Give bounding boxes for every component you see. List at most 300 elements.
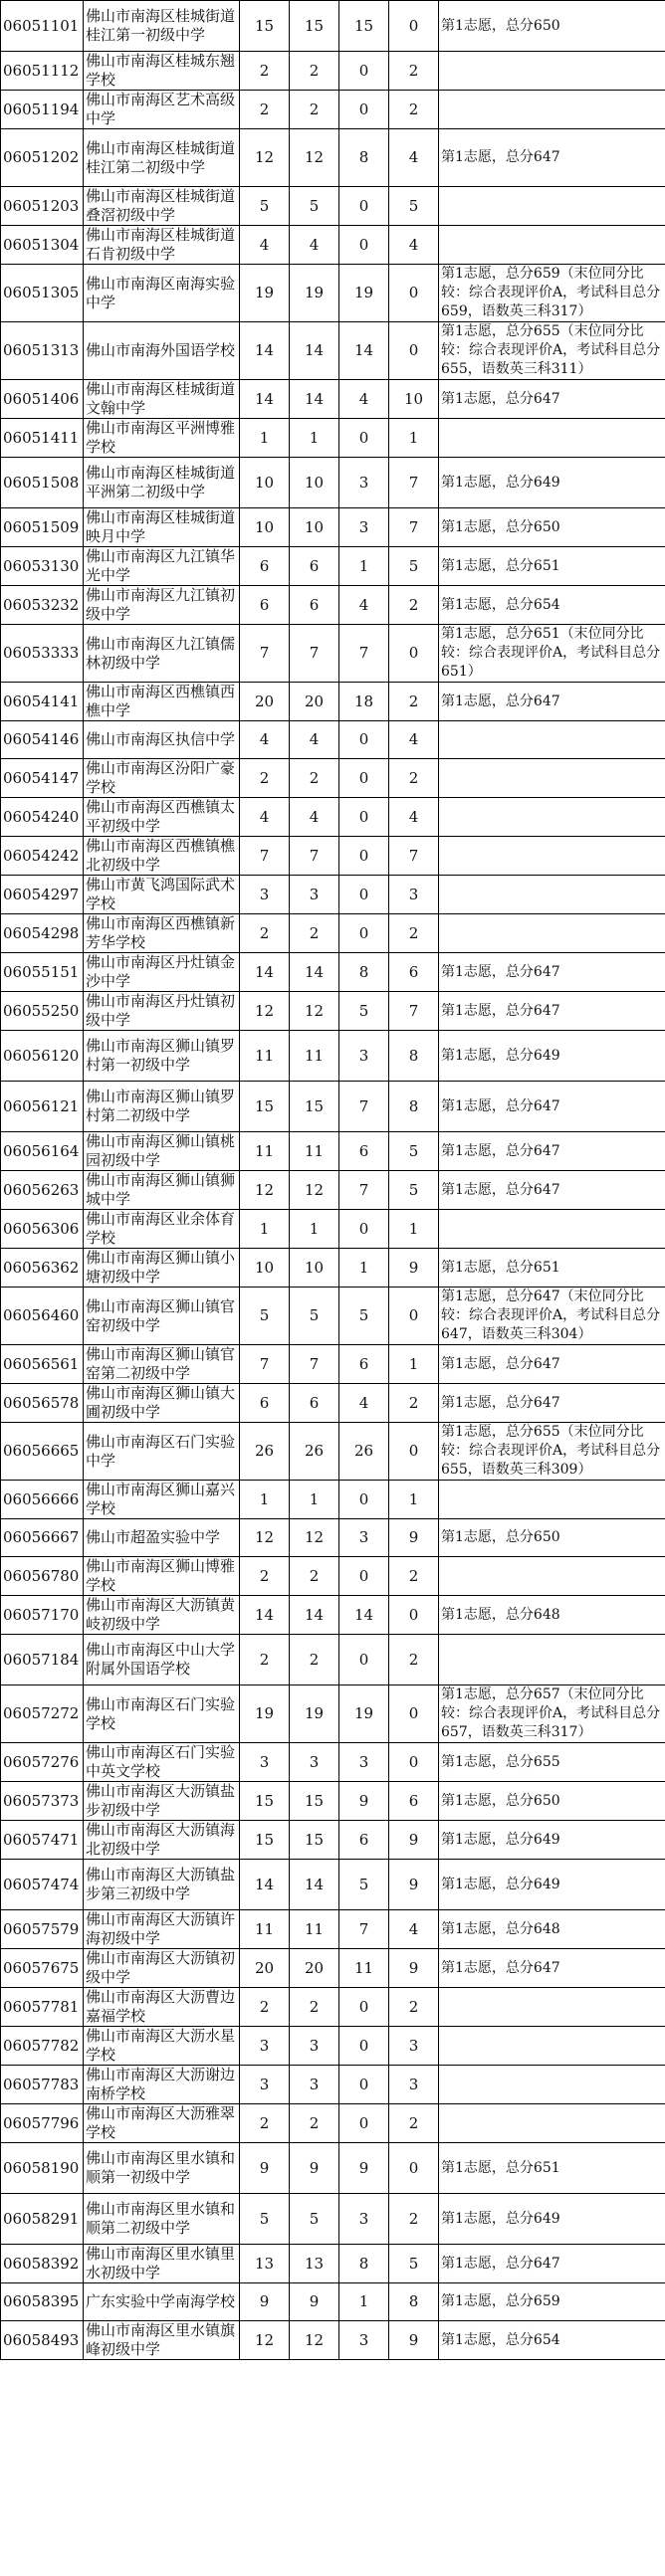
table-row — [1, 1635, 665, 1685]
other-count-cell: 0 — [389, 625, 439, 683]
school-name-cell: 佛山市南海区丹灶镇初级中学 — [84, 992, 240, 1031]
plan-count-cell: 14 — [240, 322, 290, 380]
other-count-cell: 0 — [389, 1, 439, 52]
school-code-cell: 06051203 — [1, 187, 84, 226]
school-code-cell: 06057474 — [1, 1860, 84, 1910]
table-row — [1, 876, 665, 914]
school-code-cell: 06056263 — [1, 1171, 84, 1210]
school-code-cell: 06051509 — [1, 508, 84, 547]
school-code-cell: 06057796 — [1, 2104, 84, 2143]
first-choice-count-cell: 9 — [339, 2143, 389, 2194]
plan-count-cell: 6 — [240, 1384, 290, 1423]
school-name-cell: 佛山市南海区桂城街道桂江第二初级中学 — [84, 129, 240, 187]
school-name-cell: 佛山市南海区石门实验中学 — [84, 1423, 240, 1481]
other-count-cell: 4 — [389, 226, 439, 265]
other-count-cell: 2 — [389, 52, 439, 91]
other-count-cell: 1 — [389, 1345, 439, 1384]
table-row — [1, 1288, 665, 1345]
admitted-count-cell: 5 — [290, 2194, 339, 2245]
first-choice-count-cell: 7 — [339, 1910, 389, 1949]
plan-count-cell: 12 — [240, 992, 290, 1031]
school-code-cell: 06054242 — [1, 837, 84, 876]
cutoff-note-cell: 第1志愿，总分647 — [439, 1082, 665, 1132]
first-choice-count-cell: 0 — [339, 798, 389, 837]
plan-count-cell: 12 — [240, 1171, 290, 1210]
admitted-count-cell: 2 — [290, 759, 339, 798]
school-name-cell: 佛山市南海区艺术高级中学 — [84, 91, 240, 129]
cutoff-note-cell — [439, 914, 665, 953]
table-row — [1, 1031, 665, 1082]
school-code-cell: 06053333 — [1, 625, 84, 683]
first-choice-count-cell: 0 — [339, 1210, 389, 1249]
school-code-cell: 06056666 — [1, 1481, 84, 1519]
cutoff-note-cell — [439, 419, 665, 458]
plan-count-cell: 19 — [240, 1685, 290, 1743]
school-code-cell: 06056561 — [1, 1345, 84, 1384]
school-code-cell: 06056780 — [1, 1557, 84, 1596]
first-choice-count-cell: 0 — [339, 876, 389, 914]
admitted-count-cell: 3 — [290, 2066, 339, 2104]
admitted-count-cell: 9 — [290, 2143, 339, 2194]
school-name-cell: 佛山市南海区桂城街道文翰中学 — [84, 380, 240, 419]
admitted-count-cell: 14 — [290, 953, 339, 992]
admitted-count-cell: 10 — [290, 1249, 339, 1288]
plan-count-cell: 11 — [240, 1132, 290, 1171]
table-row — [1, 226, 665, 265]
table-row — [1, 1210, 665, 1249]
plan-count-cell: 11 — [240, 1031, 290, 1082]
school-name-cell: 佛山市南海区桂城东翘学校 — [84, 52, 240, 91]
school-code-cell: 06056665 — [1, 1423, 84, 1481]
other-count-cell: 2 — [389, 1384, 439, 1423]
admitted-count-cell: 15 — [290, 1082, 339, 1132]
plan-count-cell: 2 — [240, 1557, 290, 1596]
table-row — [1, 683, 665, 721]
cutoff-note-cell — [439, 876, 665, 914]
first-choice-count-cell: 7 — [339, 1082, 389, 1132]
school-name-cell: 佛山市南海区狮山镇狮城中学 — [84, 1171, 240, 1210]
table-row — [1, 129, 665, 187]
school-code-cell: 06057782 — [1, 2027, 84, 2066]
cutoff-note-cell: 第1志愿，总分647（末位同分比较：综合表现评价A，考试科目总分647，语数英三科304） — [439, 1288, 665, 1345]
other-count-cell: 3 — [389, 876, 439, 914]
other-count-cell: 9 — [389, 1949, 439, 1988]
plan-count-cell: 3 — [240, 2066, 290, 2104]
table-row — [1, 187, 665, 226]
school-code-cell: 06056121 — [1, 1082, 84, 1132]
cutoff-note-cell: 第1志愿，总分655（末位同分比较：综合表现评价A，考试科目总分655，语数英三科311） — [439, 322, 665, 380]
other-count-cell: 9 — [389, 1860, 439, 1910]
first-choice-count-cell: 0 — [339, 1557, 389, 1596]
first-choice-count-cell: 0 — [339, 187, 389, 226]
first-choice-count-cell: 15 — [339, 1, 389, 52]
cutoff-note-cell: 第1志愿，总分647 — [439, 992, 665, 1031]
first-choice-count-cell: 0 — [339, 1988, 389, 2027]
admitted-count-cell: 1 — [290, 1481, 339, 1519]
first-choice-count-cell: 1 — [339, 2283, 389, 2321]
table-row — [1, 2245, 665, 2283]
school-code-cell: 06058395 — [1, 2283, 84, 2321]
table-row — [1, 1132, 665, 1171]
other-count-cell: 7 — [389, 992, 439, 1031]
school-code-cell: 06056460 — [1, 1288, 84, 1345]
plan-count-cell: 12 — [240, 1519, 290, 1557]
school-name-cell: 佛山市南海区里水镇旗峰初级中学 — [84, 2321, 240, 2360]
plan-count-cell: 14 — [240, 1596, 290, 1635]
school-code-cell: 06054141 — [1, 683, 84, 721]
admitted-count-cell: 2 — [290, 52, 339, 91]
plan-count-cell: 5 — [240, 2194, 290, 2245]
plan-count-cell: 10 — [240, 508, 290, 547]
school-name-cell: 佛山市南海区汾阳广豪学校 — [84, 759, 240, 798]
cutoff-note-cell: 第1志愿，总分650 — [439, 1, 665, 52]
plan-count-cell: 15 — [240, 1782, 290, 1821]
table-row — [1, 2143, 665, 2194]
first-choice-count-cell: 6 — [339, 1132, 389, 1171]
other-count-cell: 9 — [389, 2321, 439, 2360]
other-count-cell: 0 — [389, 1423, 439, 1481]
school-code-cell: 06057373 — [1, 1782, 84, 1821]
cutoff-note-cell: 第1志愿，总分648 — [439, 1596, 665, 1635]
table-row — [1, 1423, 665, 1481]
school-name-cell: 佛山市南海区西樵镇西樵中学 — [84, 683, 240, 721]
table-row — [1, 419, 665, 458]
first-choice-count-cell: 4 — [339, 1384, 389, 1423]
other-count-cell: 0 — [389, 1288, 439, 1345]
cutoff-note-cell: 第1志愿，总分651 — [439, 1249, 665, 1288]
school-name-cell: 佛山市南海区大沥曹边嘉福学校 — [84, 1988, 240, 2027]
first-choice-count-cell: 5 — [339, 1860, 389, 1910]
school-name-cell: 佛山市南海区大沥镇许海初级中学 — [84, 1910, 240, 1949]
other-count-cell: 2 — [389, 586, 439, 625]
admitted-count-cell: 20 — [290, 1949, 339, 1988]
school-code-cell: 06058392 — [1, 2245, 84, 2283]
table-row — [1, 953, 665, 992]
school-name-cell: 佛山市南海区狮山镇罗村第二初级中学 — [84, 1082, 240, 1132]
cutoff-note-cell — [439, 1988, 665, 2027]
other-count-cell: 7 — [389, 508, 439, 547]
plan-count-cell: 15 — [240, 1821, 290, 1860]
first-choice-count-cell: 3 — [339, 1743, 389, 1782]
first-choice-count-cell: 0 — [339, 914, 389, 953]
other-count-cell: 0 — [389, 322, 439, 380]
school-code-cell: 06051406 — [1, 380, 84, 419]
admitted-count-cell: 6 — [290, 1384, 339, 1423]
cutoff-note-cell — [439, 91, 665, 129]
plan-count-cell: 15 — [240, 1082, 290, 1132]
admitted-count-cell: 11 — [290, 1132, 339, 1171]
school-name-cell: 佛山市南海区狮山镇官窑第二初级中学 — [84, 1345, 240, 1384]
school-name-cell: 佛山市南海区石门实验中英文学校 — [84, 1743, 240, 1782]
first-choice-count-cell: 7 — [339, 625, 389, 683]
plan-count-cell: 5 — [240, 187, 290, 226]
other-count-cell: 3 — [389, 2066, 439, 2104]
table-row — [1, 759, 665, 798]
cutoff-note-cell: 第1志愿，总分647 — [439, 1345, 665, 1384]
other-count-cell: 4 — [389, 721, 439, 759]
cutoff-note-cell: 第1志愿，总分649 — [439, 2194, 665, 2245]
plan-count-cell: 20 — [240, 683, 290, 721]
school-code-cell: 06054240 — [1, 798, 84, 837]
table-row — [1, 1821, 665, 1860]
admitted-count-cell: 9 — [290, 2283, 339, 2321]
table-row — [1, 1082, 665, 1132]
first-choice-count-cell: 0 — [339, 52, 389, 91]
school-code-cell: 06056362 — [1, 1249, 84, 1288]
school-name-cell: 佛山市南海区狮山镇小塘初级中学 — [84, 1249, 240, 1288]
other-count-cell: 1 — [389, 1210, 439, 1249]
first-choice-count-cell: 8 — [339, 953, 389, 992]
table-row — [1, 1910, 665, 1949]
admitted-count-cell: 7 — [290, 625, 339, 683]
table-row — [1, 1782, 665, 1821]
school-code-cell: 06054298 — [1, 914, 84, 953]
cutoff-note-cell — [439, 2104, 665, 2143]
table-row — [1, 1481, 665, 1519]
admitted-count-cell: 3 — [290, 876, 339, 914]
other-count-cell: 10 — [389, 380, 439, 419]
cutoff-note-cell: 第1志愿，总分647 — [439, 129, 665, 187]
school-name-cell: 佛山市南海区丹灶镇金沙中学 — [84, 953, 240, 992]
other-count-cell: 3 — [389, 2027, 439, 2066]
first-choice-count-cell: 8 — [339, 129, 389, 187]
admitted-count-cell: 2 — [290, 2104, 339, 2143]
admitted-count-cell: 2 — [290, 91, 339, 129]
cutoff-note-cell: 第1志愿，总分651 — [439, 2143, 665, 2194]
table-row — [1, 586, 665, 625]
cutoff-note-cell — [439, 1210, 665, 1249]
cutoff-note-cell: 第1志愿，总分650 — [439, 1782, 665, 1821]
school-code-cell: 06051411 — [1, 419, 84, 458]
school-name-cell: 佛山市南海区大沥谢边南桥学校 — [84, 2066, 240, 2104]
other-count-cell: 5 — [389, 1132, 439, 1171]
plan-count-cell: 12 — [240, 2321, 290, 2360]
admitted-count-cell: 4 — [290, 798, 339, 837]
table-row — [1, 547, 665, 586]
table-row — [1, 1, 665, 52]
plan-count-cell: 7 — [240, 625, 290, 683]
first-choice-count-cell: 7 — [339, 1171, 389, 1210]
other-count-cell: 0 — [389, 1685, 439, 1743]
table-row — [1, 2194, 665, 2245]
cutoff-note-cell — [439, 759, 665, 798]
cutoff-note-cell — [439, 2027, 665, 2066]
school-name-cell: 佛山市南海区九江镇华光中学 — [84, 547, 240, 586]
plan-count-cell: 20 — [240, 1949, 290, 1988]
admitted-count-cell: 5 — [290, 1288, 339, 1345]
other-count-cell: 6 — [389, 1782, 439, 1821]
school-code-cell: 06054297 — [1, 876, 84, 914]
first-choice-count-cell: 0 — [339, 2104, 389, 2143]
first-choice-count-cell: 3 — [339, 1519, 389, 1557]
other-count-cell: 9 — [389, 1519, 439, 1557]
plan-count-cell: 2 — [240, 2104, 290, 2143]
school-name-cell: 广东实验中学南海学校 — [84, 2283, 240, 2321]
admitted-count-cell: 14 — [290, 380, 339, 419]
admitted-count-cell: 15 — [290, 1, 339, 52]
table-row — [1, 1384, 665, 1423]
admitted-count-cell: 12 — [290, 992, 339, 1031]
school-name-cell: 佛山市南海区狮山镇桃园初级中学 — [84, 1132, 240, 1171]
admitted-count-cell: 5 — [290, 187, 339, 226]
first-choice-count-cell: 3 — [339, 1031, 389, 1082]
cutoff-note-cell — [439, 2066, 665, 2104]
other-count-cell: 9 — [389, 1249, 439, 1288]
plan-count-cell: 1 — [240, 1210, 290, 1249]
other-count-cell: 0 — [389, 1596, 439, 1635]
school-code-cell: 06051313 — [1, 322, 84, 380]
table-row — [1, 798, 665, 837]
plan-count-cell: 2 — [240, 759, 290, 798]
plan-count-cell: 3 — [240, 2027, 290, 2066]
school-code-cell: 06051304 — [1, 226, 84, 265]
cutoff-note-cell — [439, 1557, 665, 1596]
plan-count-cell: 4 — [240, 226, 290, 265]
other-count-cell: 5 — [389, 1171, 439, 1210]
first-choice-count-cell: 6 — [339, 1821, 389, 1860]
other-count-cell: 0 — [389, 2143, 439, 2194]
admitted-count-cell: 3 — [290, 1743, 339, 1782]
school-name-cell: 佛山市超盈实验中学 — [84, 1519, 240, 1557]
admitted-count-cell: 2 — [290, 1557, 339, 1596]
table-row — [1, 1596, 665, 1635]
admitted-count-cell: 11 — [290, 1031, 339, 1082]
first-choice-count-cell: 1 — [339, 547, 389, 586]
plan-count-cell: 14 — [240, 953, 290, 992]
other-count-cell: 8 — [389, 1031, 439, 1082]
admitted-count-cell: 15 — [290, 1821, 339, 1860]
school-code-cell: 06053130 — [1, 547, 84, 586]
cutoff-note-cell: 第1志愿，总分647 — [439, 1132, 665, 1171]
school-name-cell: 佛山市南海区里水镇里水初级中学 — [84, 2245, 240, 2283]
school-code-cell: 06057170 — [1, 1596, 84, 1635]
school-code-cell: 06058190 — [1, 2143, 84, 2194]
first-choice-count-cell: 3 — [339, 2321, 389, 2360]
plan-count-cell: 6 — [240, 547, 290, 586]
other-count-cell: 4 — [389, 798, 439, 837]
first-choice-count-cell: 4 — [339, 586, 389, 625]
first-choice-count-cell: 5 — [339, 992, 389, 1031]
table-row — [1, 914, 665, 953]
school-code-cell: 06057272 — [1, 1685, 84, 1743]
cutoff-note-cell: 第1志愿，总分654 — [439, 586, 665, 625]
school-name-cell: 佛山市南海区狮山镇官窑初级中学 — [84, 1288, 240, 1345]
school-name-cell: 佛山市南海区大沥镇海北初级中学 — [84, 1821, 240, 1860]
table-row — [1, 2104, 665, 2143]
admitted-count-cell: 6 — [290, 547, 339, 586]
plan-count-cell: 4 — [240, 798, 290, 837]
first-choice-count-cell: 11 — [339, 1949, 389, 1988]
cutoff-note-cell: 第1志愿，总分659（末位同分比较：综合表现评价A，考试科目总分659，语数英三科317） — [439, 265, 665, 322]
plan-count-cell: 3 — [240, 876, 290, 914]
school-code-cell: 06057184 — [1, 1635, 84, 1685]
school-name-cell: 佛山市南海区桂城街道石肯初级中学 — [84, 226, 240, 265]
school-code-cell: 06056578 — [1, 1384, 84, 1423]
cutoff-note-cell: 第1志愿，总分659 — [439, 2283, 665, 2321]
first-choice-count-cell: 0 — [339, 226, 389, 265]
other-count-cell: 9 — [389, 1821, 439, 1860]
cutoff-note-cell — [439, 52, 665, 91]
cutoff-note-cell — [439, 1635, 665, 1685]
school-code-cell: 06056164 — [1, 1132, 84, 1171]
other-count-cell: 8 — [389, 1082, 439, 1132]
school-name-cell: 佛山市南海区石门实验学校 — [84, 1685, 240, 1743]
admitted-count-cell: 12 — [290, 1519, 339, 1557]
school-name-cell: 佛山市南海区西樵镇太平初级中学 — [84, 798, 240, 837]
school-code-cell: 06057781 — [1, 1988, 84, 2027]
school-name-cell: 佛山市南海区狮山嘉兴学校 — [84, 1481, 240, 1519]
school-name-cell: 佛山市南海区狮山镇罗村第一初级中学 — [84, 1031, 240, 1082]
plan-count-cell: 12 — [240, 129, 290, 187]
other-count-cell: 2 — [389, 1557, 439, 1596]
admitted-count-cell: 14 — [290, 1596, 339, 1635]
school-name-cell: 佛山市南海区大沥雅翠学校 — [84, 2104, 240, 2143]
admitted-count-cell: 10 — [290, 508, 339, 547]
school-code-cell: 06053232 — [1, 586, 84, 625]
table-row — [1, 1171, 665, 1210]
plan-count-cell: 2 — [240, 91, 290, 129]
cutoff-note-cell: 第1志愿，总分647 — [439, 2245, 665, 2283]
admitted-count-cell: 2 — [290, 1635, 339, 1685]
school-code-cell: 06055151 — [1, 953, 84, 992]
first-choice-count-cell: 26 — [339, 1423, 389, 1481]
table-row — [1, 2066, 665, 2104]
table-row — [1, 380, 665, 419]
plan-count-cell: 10 — [240, 458, 290, 508]
cutoff-note-cell: 第1志愿，总分647 — [439, 683, 665, 721]
table-row — [1, 1988, 665, 2027]
school-code-cell: 06051508 — [1, 458, 84, 508]
other-count-cell: 7 — [389, 458, 439, 508]
first-choice-count-cell: 0 — [339, 1635, 389, 1685]
cutoff-note-cell — [439, 187, 665, 226]
school-name-cell: 佛山市南海区中山大学附属外国语学校 — [84, 1635, 240, 1685]
admitted-count-cell: 12 — [290, 2321, 339, 2360]
admitted-count-cell: 20 — [290, 683, 339, 721]
other-count-cell: 5 — [389, 187, 439, 226]
plan-count-cell: 1 — [240, 419, 290, 458]
school-name-cell: 佛山市南海区平洲博雅学校 — [84, 419, 240, 458]
first-choice-count-cell: 0 — [339, 837, 389, 876]
first-choice-count-cell: 5 — [339, 1288, 389, 1345]
other-count-cell: 2 — [389, 914, 439, 953]
table-row — [1, 1557, 665, 1596]
admitted-count-cell: 2 — [290, 914, 339, 953]
school-code-cell: 06057783 — [1, 2066, 84, 2104]
school-code-cell: 06056120 — [1, 1031, 84, 1082]
cutoff-note-cell — [439, 798, 665, 837]
school-code-cell: 06057579 — [1, 1910, 84, 1949]
first-choice-count-cell: 3 — [339, 508, 389, 547]
admitted-count-cell: 19 — [290, 265, 339, 322]
cutoff-note-cell: 第1志愿，总分648 — [439, 1910, 665, 1949]
plan-count-cell: 19 — [240, 265, 290, 322]
cutoff-note-cell: 第1志愿，总分657（末位同分比较：综合表现评价A，考试科目总分657，语数英三科317） — [439, 1685, 665, 1743]
cutoff-note-cell: 第1志愿，总分647 — [439, 380, 665, 419]
first-choice-count-cell: 9 — [339, 1782, 389, 1821]
school-name-cell: 佛山市南海区狮山镇大圃初级中学 — [84, 1384, 240, 1423]
cutoff-note-cell: 第1志愿，总分647 — [439, 1949, 665, 1988]
other-count-cell: 2 — [389, 1635, 439, 1685]
school-code-cell: 06054146 — [1, 721, 84, 759]
plan-count-cell: 15 — [240, 1, 290, 52]
cutoff-note-cell: 第1志愿，总分655（末位同分比较：综合表现评价A，考试科目总分655，语数英三科309） — [439, 1423, 665, 1481]
cutoff-note-cell: 第1志愿，总分651（末位同分比较：综合表现评价A，考试科目总分651） — [439, 625, 665, 683]
school-code-cell: 06056667 — [1, 1519, 84, 1557]
cutoff-note-cell: 第1志愿，总分649 — [439, 458, 665, 508]
table-row — [1, 458, 665, 508]
table-body — [1, 1, 665, 2360]
